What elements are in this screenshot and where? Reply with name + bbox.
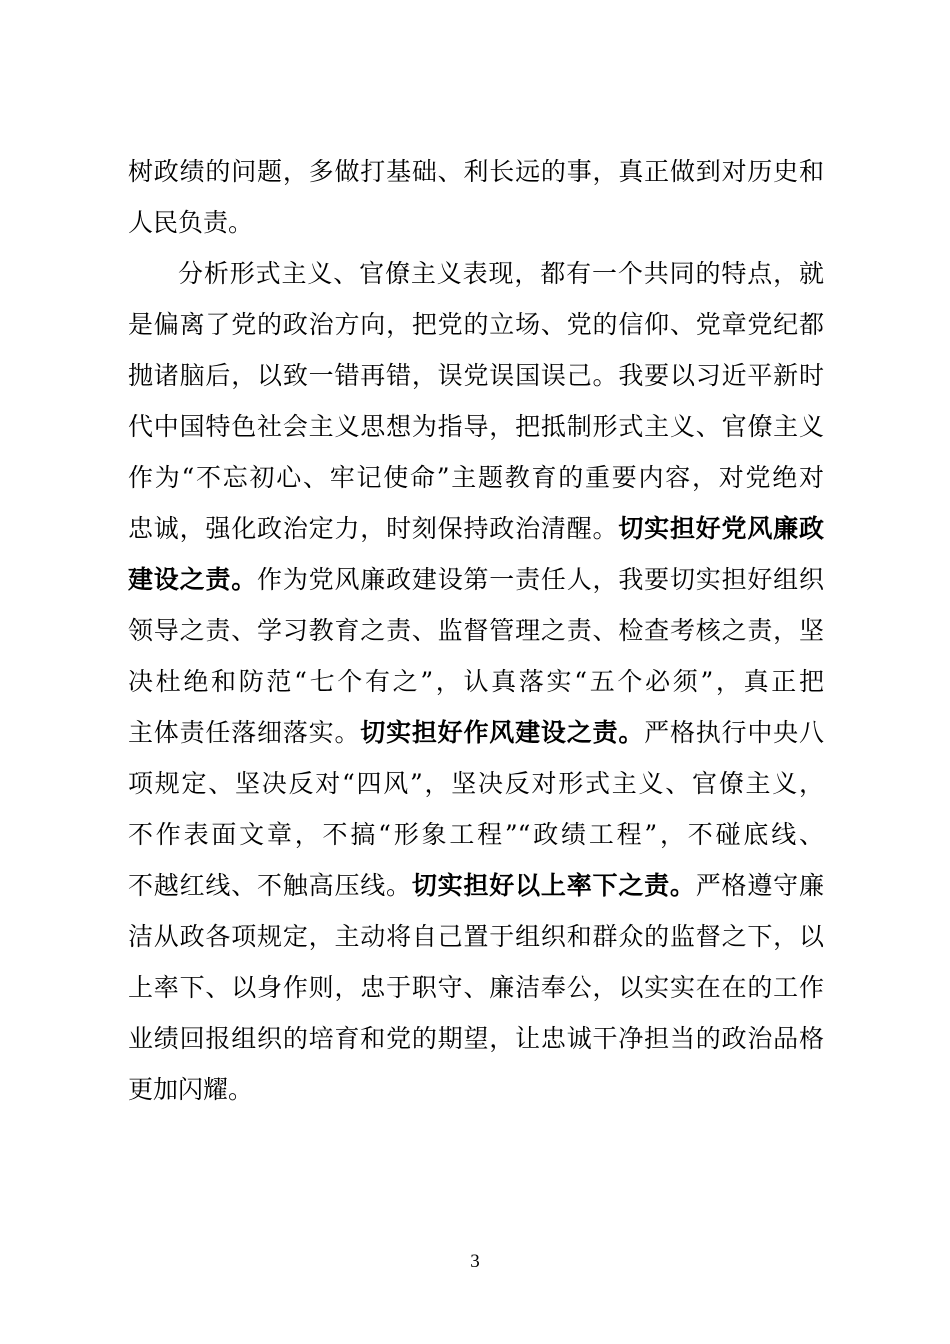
text-line: [128, 507, 824, 551]
bold-heading-text: 切实担好以上率下之责。: [411, 871, 696, 900]
text-line: [128, 609, 824, 653]
text: 更加闪耀。: [128, 1075, 254, 1104]
text-line: [128, 915, 824, 959]
text: 领导之责、学习教育之责、监督管理之责、检查考核之责，坚: [128, 616, 824, 645]
text-line: [128, 456, 824, 500]
text: 严格遵守廉: [695, 871, 824, 900]
text: 业绩回报组织的培育和党的期望，让忠诚干净担当的政治品格: [128, 1024, 824, 1053]
text: 主体责任落细落实。: [128, 718, 361, 747]
text-line: [128, 201, 824, 245]
text: 是偏离了党的政治方向，把党的立场、党的信仰、党章党纪都: [128, 310, 824, 339]
text: 上率下、以身作则，忠于职守、廉洁奉公，以实实在在的工作: [128, 973, 824, 1002]
text-line: [128, 864, 824, 908]
text: 抛诸脑后，以致一错再错，误党误国误己。我要以习近平新时: [128, 361, 824, 390]
text: 分析形式主义、官僚主义表现，都有一个共同的特点，就: [178, 259, 824, 288]
text-line: [128, 1017, 824, 1061]
text-line: [128, 1068, 824, 1112]
paragraph-first-line: [178, 252, 824, 296]
text: 不作表面文章，不搞“形象工程”“政绩工程”，不碰底线、: [128, 820, 824, 849]
text-line: [128, 711, 824, 755]
text-line: [128, 660, 824, 704]
text-line: [128, 762, 824, 806]
text: 作为“不忘初心、牢记使命”主题教育的重要内容，对党绝对: [128, 463, 824, 492]
text-line: [128, 966, 824, 1010]
bold-heading-text: 建设之责。: [128, 565, 258, 594]
text-line: [128, 354, 824, 398]
bold-heading-text: 切实担好党风廉政: [618, 514, 824, 543]
text: 人民负责。: [128, 208, 254, 237]
text-line: [128, 405, 824, 449]
text: 洁从政各项规定，主动将自己置于组织和群众的监督之下，以: [128, 922, 824, 951]
text: 项规定、坚决反对“四风”，坚决反对形式主义、官僚主义，: [128, 769, 824, 798]
text: 不越红线、不触高压线。: [128, 871, 412, 900]
text: 代中国特色社会主义思想为指导，把抵制形式主义、官僚主义: [128, 412, 824, 441]
text: 作为党风廉政建设第一责任人，我要切实担好组织: [257, 565, 824, 594]
text-line: [128, 558, 824, 602]
page-number: 3: [470, 1251, 480, 1272]
text-line: [128, 150, 824, 194]
text: 严格执行中央八: [644, 718, 824, 747]
text: 决杜绝和防范“七个有之”，认真落实“五个必须”，真正把: [128, 667, 824, 696]
text-line: [128, 813, 824, 857]
bold-heading-text: 切实担好作风建设之责。: [360, 718, 645, 747]
text-line: [128, 303, 824, 347]
text: 树政绩的问题，多做打基础、利长远的事，真正做到对历史和: [128, 157, 824, 186]
text: 忠诚，强化政治定力，时刻保持政治清醒。: [128, 514, 619, 543]
